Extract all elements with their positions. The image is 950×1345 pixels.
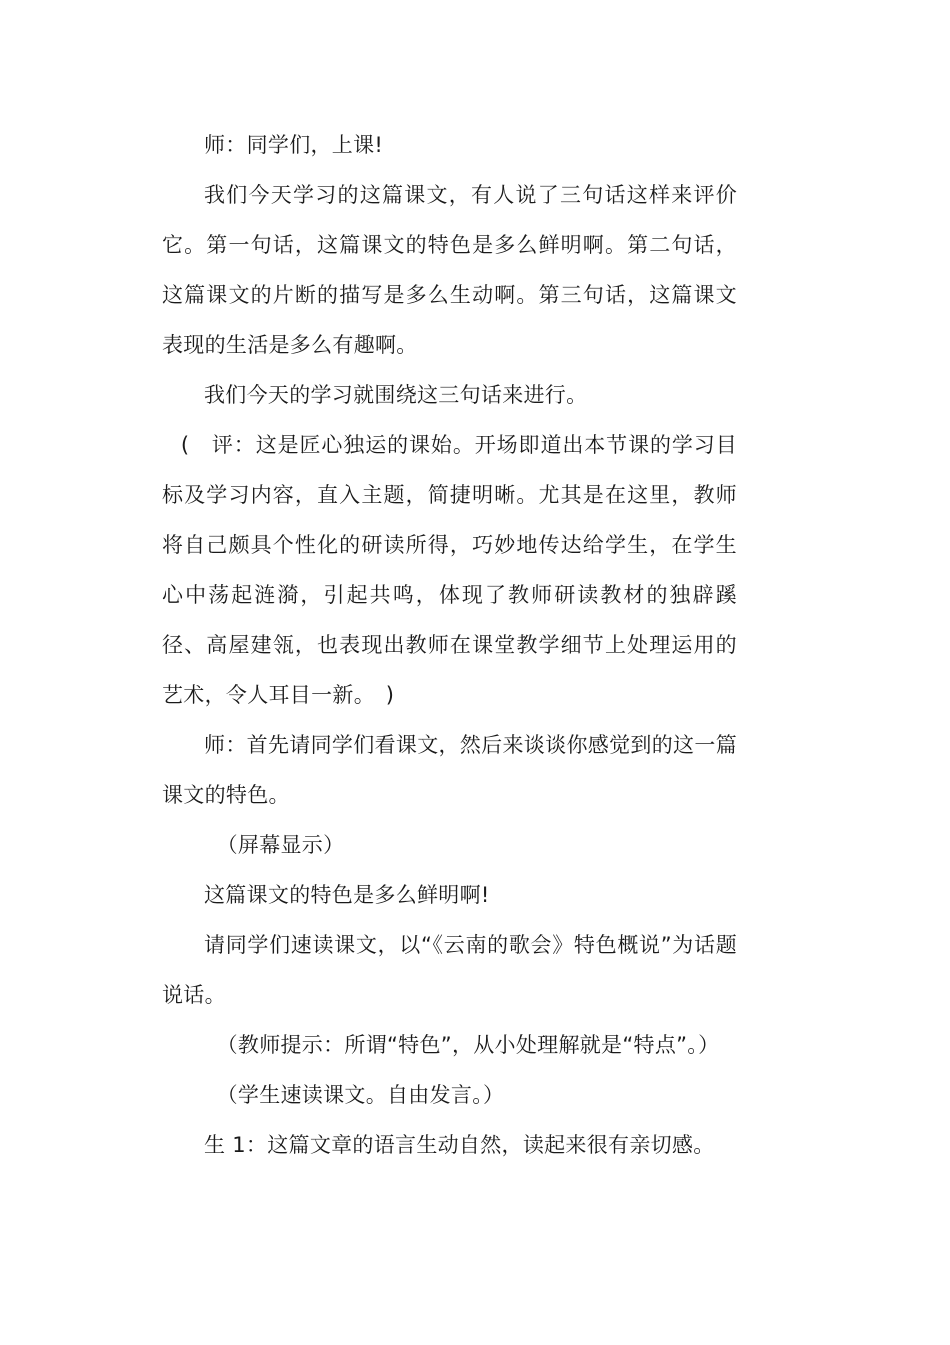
paragraph-three-sentences: 我们今天学习的这篇课文，有人说了三句话这样来评价它。第一句话，这篇课文的特色是多么鲜明啊。第二句话，这篇课文的片断的描写是多么生动啊。第三句话，这篇课文表现的生活是多么有趣啊。 xyxy=(162,183,737,357)
paragraph-lesson-focus: 我们今天的学习就围绕这三句话来进行。 xyxy=(204,383,588,407)
paragraph-speaking-task: 请同学们速读课文，以“《云南的歌会》特色概说”为话题说话。 xyxy=(162,933,737,1007)
paragraph-teacher-greeting: 师：同学们，上课! xyxy=(204,133,384,157)
paragraph-student-answer: 生 1：这篇文章的语言生动自然，读起来很有亲切感。 xyxy=(204,1133,715,1157)
paragraph-commentary: ( 评：这是匠心独运的课始。开场即道出本节课的学习目标及学习内容，直入主题，简捷明晰。尤其是在这里，教师将自己颇具个性化的研读所得，巧妙地传达给学生，在学生心中荡起涟漪，引起共鸣，体现了教师研读教材的独辟蹊径、高屋建瓴，也表现出教师在课堂教学细节上处理运用的艺术，令人耳目一新。 ) xyxy=(162,433,737,707)
paragraph-teacher-instruction: 师：首先请同学们看课文，然后来谈谈你感觉到的这一篇课文的特色。 xyxy=(162,733,737,807)
paragraph-screen-display: （屏幕显示） xyxy=(216,833,345,857)
paragraph-teacher-hint: （教师提示：所谓“特色”，从小处理解就是“特点”。） xyxy=(216,1033,720,1057)
paragraph-student-activity: （学生速读课文。自由发言。） xyxy=(216,1083,505,1107)
paragraph-screen-text: 这篇课文的特色是多么鲜明啊! xyxy=(204,883,490,907)
lesson-transcript xyxy=(162,120,737,1170)
